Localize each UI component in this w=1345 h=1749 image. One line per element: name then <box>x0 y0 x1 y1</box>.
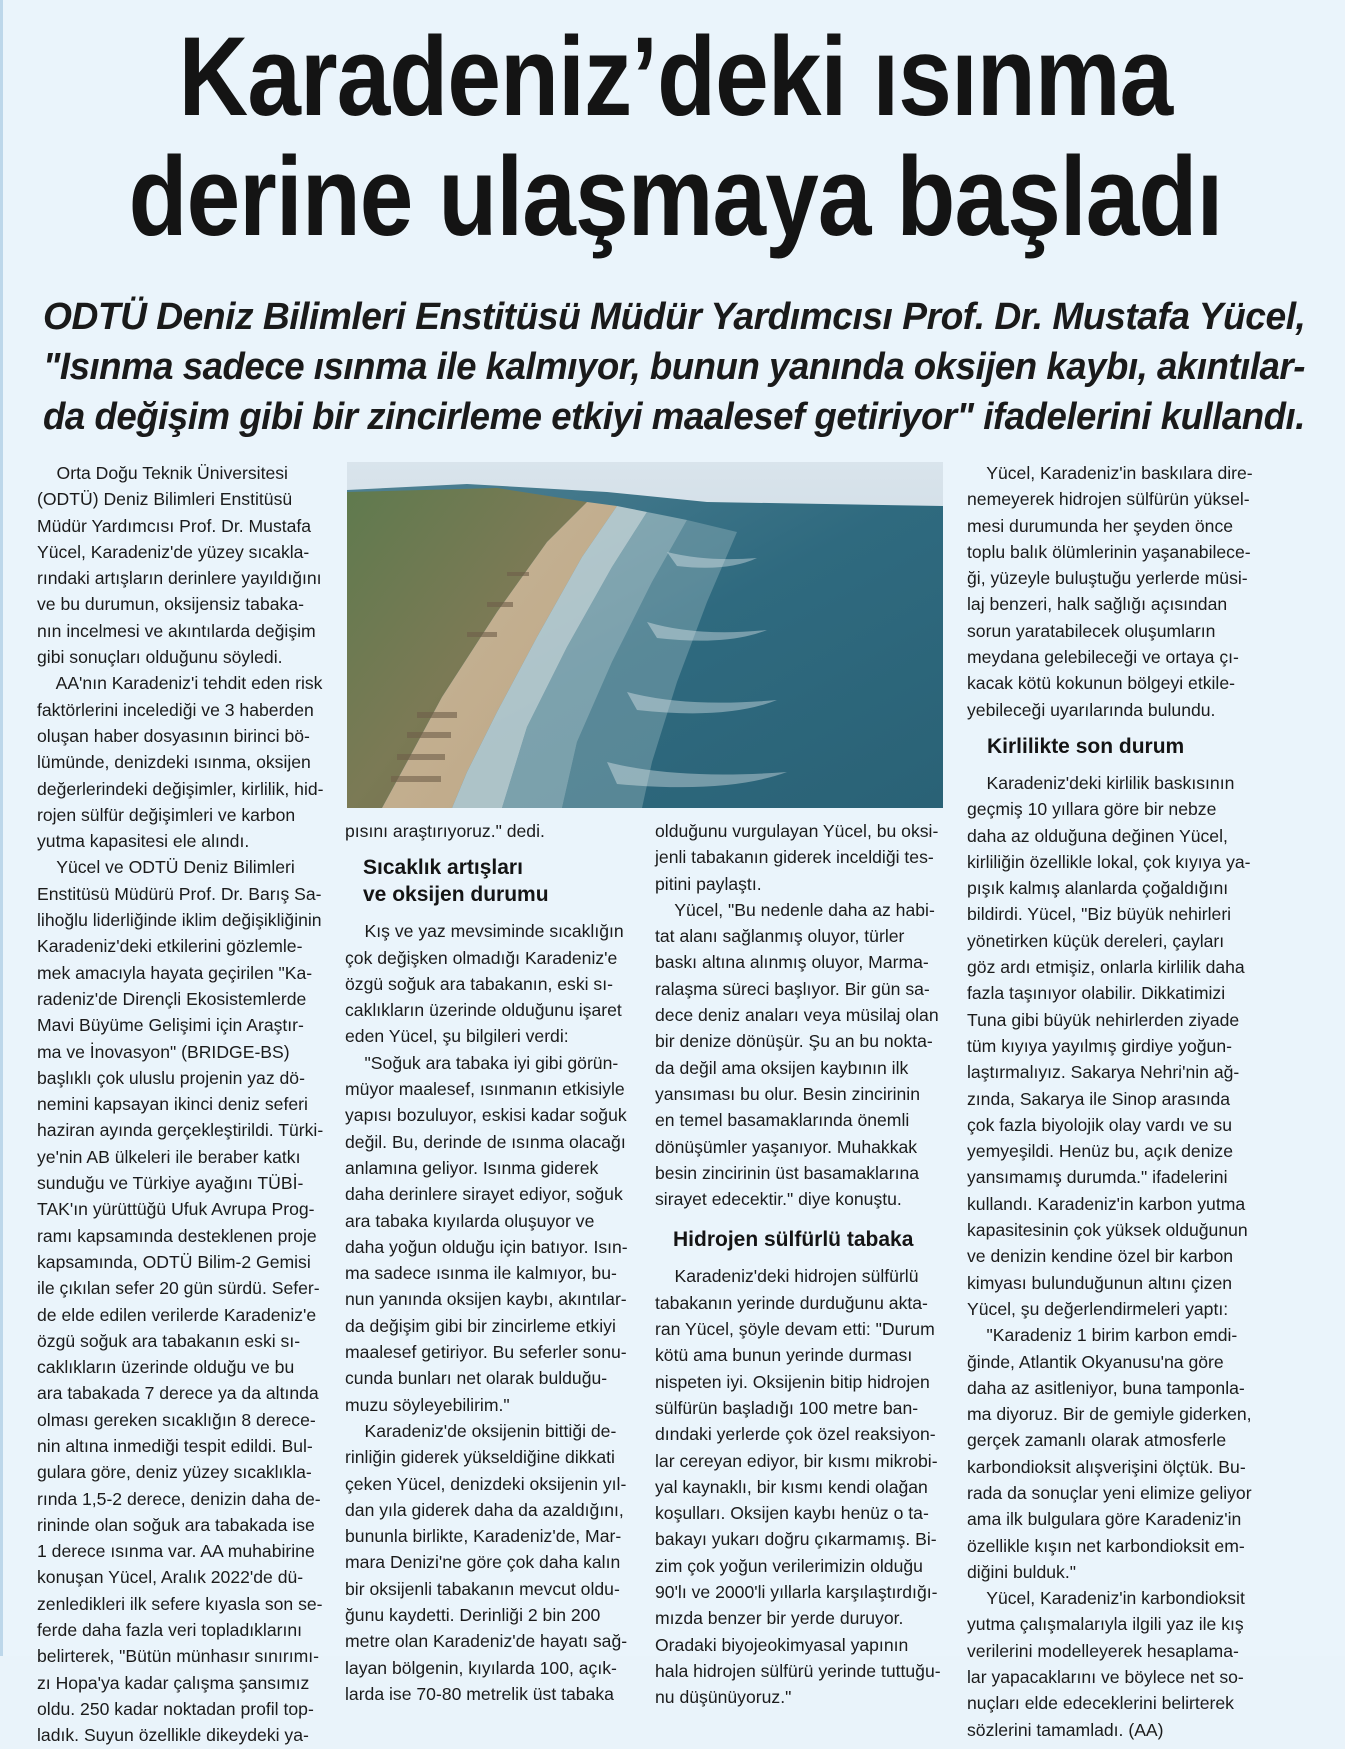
body-line: lümünde, denizdeki ısınma, oksijen <box>37 752 311 773</box>
article-column-1 <box>37 460 329 1749</box>
body-line: baskı altına alınmış oluyor, Marma- <box>655 952 929 973</box>
body-line: besin zincirinin üst basamaklarına <box>655 1162 920 1183</box>
body-line: larda ise 70-80 metrelik üst tabaka <box>345 1683 614 1704</box>
body-line: ğinde, Atlantik Okyanusu'na göre <box>967 1351 1224 1372</box>
body-line: daha yoğun olduğu için batıyor. Isın- <box>345 1236 628 1257</box>
coastline-photo <box>347 462 943 808</box>
body-line: Karadeniz'deki hidrojen sülfürlü <box>655 1266 919 1287</box>
body-line: rında 1,5-2 derece, denizin daha de- <box>37 1488 321 1509</box>
body-line: radeniz'de Dirençli Ekosistemlerde <box>37 988 307 1009</box>
body-line: diğini bulduk." <box>967 1561 1076 1582</box>
body-line: anlamına geliyor. Isınma giderek <box>345 1157 599 1178</box>
body-line: meydana gelebileceği ve ortaya çı- <box>967 647 1239 668</box>
body-line: rındaki artışların derinlere yayıldığını <box>37 568 322 589</box>
body-line: zında, Sakarya ile Sinop arasında <box>967 1088 1231 1109</box>
body-line: Yücel, şu değerlendirmeleri yaptı: <box>967 1298 1229 1319</box>
body-line: ma sadece ısınma ile kalmıyor, bu- <box>345 1263 617 1284</box>
body-line: ve bu durumun, oksijensiz tabaka- <box>37 594 304 615</box>
body-line: lar cereyan ediyor, bir kısmı mikrobi- <box>655 1450 938 1471</box>
body-line: ara tabaka kıyılarda oluşuyor ve <box>345 1210 595 1231</box>
body-line: faktörlerini incelediği ve 3 haberden <box>37 699 314 720</box>
body-line: oldu. 250 kadar noktadan profil top- <box>37 1698 314 1719</box>
body-line: gerçek zamanlı olarak atmosferle <box>967 1430 1227 1451</box>
body-line: "Karadeniz 1 birim karbon emdi- <box>967 1325 1238 1346</box>
aerial-beach-image <box>347 462 943 808</box>
body-line: TAK'ın yürüttüğü Ufuk Avrupa Prog- <box>37 1199 315 1220</box>
body-line: yutma kapasitesi ele alındı. <box>37 831 250 852</box>
body-line: kullandı. Karadeniz'in karbon yutma <box>967 1193 1246 1214</box>
body-line: jenli tabakanın giderek inceldiği tes- <box>655 847 934 868</box>
body-line: yutma çalışmalarıyla ilgili yaz ile kış <box>967 1614 1244 1635</box>
body-line: özellikle kışın net karbondioksit em- <box>967 1535 1245 1556</box>
body-line: muzu söyleyebilirim." <box>345 1394 510 1415</box>
body-line: (ODTÜ) Deniz Bilimleri Enstitüsü <box>37 489 293 510</box>
body-line: ama ilk bulgulara göre Karadeniz'in <box>967 1509 1242 1530</box>
body-line: cunda bunları net olarak bulduğu- <box>345 1368 608 1389</box>
body-line: yemyeşildi. Henüz bu, açık denize <box>967 1141 1233 1162</box>
body-line: Karadeniz'deki etkilerini gözlemle- <box>37 936 303 957</box>
body-line: ralaşma süreci başlıyor. Bir gün sa- <box>655 978 930 999</box>
body-line: bununla birlikte, Karadeniz'de, Mar- <box>345 1526 622 1547</box>
body-line: sözlerini tamamladı. (AA) <box>967 1719 1164 1740</box>
body-line: nın incelmesi ve akıntılarda değişim <box>37 620 316 641</box>
body-line: caklıkların üzerinde olduğunu işaret <box>345 1000 622 1021</box>
body-line: tabakanın yerinde durduğunu akta- <box>655 1292 928 1313</box>
body-line: oluşan haber dosyasının birinci bö- <box>37 725 310 746</box>
body-line: dan yıla giderek daha da azaldığını, <box>345 1499 624 1520</box>
body-line: Yücel, "Bu nedenle daha az habi- <box>655 899 935 920</box>
body-line: değil. Bu, derinde de ısınma olacağı <box>345 1131 626 1152</box>
body-line: Müdür Yardımcısı Prof. Dr. Mustafa <box>37 515 312 536</box>
body-line: ara tabakada 7 derece ya da altında <box>37 1383 319 1404</box>
body-line: Karadeniz'deki kirlilik baskısının <box>967 772 1235 793</box>
body-line: yebileceği uyarılarında bulundu. <box>967 699 1216 720</box>
body-line: nuçları elde edeceklerini belirterek <box>967 1693 1234 1714</box>
body-line: Yücel, Karadeniz'in baskılara dire- <box>967 463 1253 483</box>
body-line: daha derinlere sirayet ediyor, soğuk <box>345 1184 623 1205</box>
body-line: layan bölgenin, kıyılarda 100, açık- <box>345 1657 617 1678</box>
body-line: Yücel ve ODTÜ Deniz Bilimleri <box>37 857 295 878</box>
body-line: nemini kapsayan ikinci deniz seferi <box>37 1094 308 1115</box>
body-line: geçmiş 10 yıllara göre bir nebze <box>967 799 1217 820</box>
body-line: Yücel, Karadeniz'de yüzey sıcakla- <box>37 541 310 562</box>
body-line: maalesef getiriyor. Bu seferler sonu- <box>345 1342 627 1363</box>
body-line: ile çıkılan sefer 20 gün sürdü. Sefer- <box>37 1278 320 1299</box>
body-line: haziran ayında gerçekleştirildi. Türki- <box>37 1120 324 1141</box>
body-line: lar yapacaklarını ve böylece net so- <box>967 1667 1244 1688</box>
body-line: yal kaynaklı, bir kısmı kendi olağan <box>655 1476 928 1497</box>
subheading-pollution: Kirlilikte son durum <box>987 734 1185 758</box>
body-line: kapsamında, ODTÜ Bilim-2 Gemisi <box>37 1251 311 1272</box>
body-line: çeken Yücel, denizdeki oksijenin yıl- <box>345 1473 627 1494</box>
deck-line: "Isınma sadece ısınma ile kalmıyor, bunun yanında oksijen kaybı, akıntılar- <box>43 346 1305 388</box>
body-line: göz ardı etmişiz, onlarla kirlilik daha <box>967 957 1245 978</box>
headline-line-1: Karadeniz’deki ısınma <box>178 14 1173 139</box>
body-line: ma ve İnovasyon" (BRIDGE-BS) <box>37 1041 290 1062</box>
body-line: ran Yücel, şöyle devam etti: "Durum <box>655 1319 935 1340</box>
body-line: özgü soğuk ara tabakanın eski sı- <box>37 1330 301 1351</box>
subheading-temperature: Sıcaklık artışları <box>363 856 523 880</box>
body-line: çok fazla biyolojik olay vardı ve su <box>967 1114 1233 1135</box>
body-line: pısını araştırıyoruz." dedi. <box>345 821 545 841</box>
body-line: kötü ama bunun yerinde durması <box>655 1345 913 1366</box>
body-line: yansıması bu olur. Besin zincirinin <box>655 1083 921 1104</box>
body-line: fazla taşınıyor olabilir. Dikkatimizi <box>967 983 1226 1004</box>
body-line: tüm kıyıya yayılmış girdiye yoğun- <box>967 1035 1232 1056</box>
body-line: özgü soğuk ara tabakanın, eski sı- <box>345 973 613 994</box>
body-line: nin altına inmediği tespit edildi. Bul- <box>37 1435 313 1456</box>
body-line: kimyası bulunduğunun altını çizen <box>967 1272 1233 1293</box>
body-line: sorun yaratabilecek oluşumların <box>967 620 1216 641</box>
body-line: rinliğin giderek yükseldiğine dikkati <box>345 1447 615 1468</box>
body-line: dındaki yerlerde çok özel reaksiyon- <box>655 1424 936 1445</box>
body-line: en temel basamaklarında önemli <box>655 1110 910 1131</box>
body-line: da değişim gibi bir zincirleme etkiyi <box>345 1315 616 1336</box>
body-line: 1 derece ısınma var. AA muhabirine <box>37 1541 315 1562</box>
body-line: daha az asitleniyor, buna tamponla- <box>967 1377 1245 1398</box>
body-line: hala hidrojen sülfürü yerinde tuttuğu- <box>655 1660 941 1681</box>
body-line: bakayı yukarı doğru çıkarmamış. Bi- <box>655 1529 937 1550</box>
body-line: ramı kapsamında desteklenen proje <box>37 1225 317 1246</box>
body-line: ma diyoruz. Bir de gemiyle giderken, <box>967 1404 1252 1425</box>
body-line: pitini paylaştı. <box>655 873 762 894</box>
body-line: Orta Doğu Teknik Üniversitesi <box>37 463 288 483</box>
headline-line-2: derine ulaşmaya başladı <box>128 134 1223 259</box>
body-line: bir oksijenli tabakanın mevcut oldu- <box>345 1578 620 1599</box>
body-line: Oradaki biyojeokimyasal yapının <box>655 1634 909 1655</box>
deck-line: da değişim gibi bir zincirleme etkiyi maalesef getiriyor" ifadelerini kullandı. <box>43 396 1305 438</box>
body-line: mızda benzer bir yerde duruyor. <box>655 1608 904 1629</box>
body-line: caklıkların üzerinde olduğu ve bu <box>37 1357 295 1378</box>
body-line: sunduğu ve Türkiye ayağını TÜBİ- <box>37 1173 304 1194</box>
body-line: müyor maalesef, ısınmanın etkisiyle <box>345 1079 625 1100</box>
subheading-hydrogen-sulfide: Hidrojen sülfürlü tabaka <box>673 1228 914 1252</box>
body-line: gibi sonuçları olduğunu söyledi. <box>37 647 283 668</box>
body-line: nispeten iyi. Oksijenin bitip hidrojen <box>655 1371 930 1392</box>
body-line: Tuna gibi büyük nehirlerden ziyade <box>967 1009 1240 1030</box>
body-line: yönetirken küçük dereleri, çayları <box>967 930 1225 951</box>
body-line: nu düşünüyoruz." <box>655 1687 792 1708</box>
subheading-temperature: ve oksijen durumu <box>363 883 549 907</box>
body-line: kapasitesinin çok yüksek olduğunun <box>967 1220 1248 1241</box>
body-line: olduğunu vurgulayan Yücel, bu oksi- <box>655 821 939 841</box>
body-line: mesi durumunda her şeyden önce <box>967 515 1234 536</box>
body-line: değerlerindeki değişimler, kirlilik, hid- <box>37 778 324 799</box>
body-line: Kış ve yaz mevsiminde sıcaklığın <box>345 921 624 942</box>
body-line: çok değişken olmadığı Karadeniz'e <box>345 947 618 968</box>
body-line: lihoğlu liderliğinde iklim değişikliğinin <box>37 910 322 931</box>
body-line: toplu balık ölümlerinin yaşanabilece- <box>967 541 1251 562</box>
body-line: yansımamış durumda." ifadelerini <box>967 1167 1228 1188</box>
body-line: sirayet edecektir." diye konuştu. <box>655 1189 902 1210</box>
body-line: zim çok yoğun verilerimizin olduğu <box>655 1555 923 1576</box>
body-line: tat alanı sağlanmış oluyor, türler <box>655 926 905 947</box>
body-line: "Soğuk ara tabaka iyi gibi görün- <box>345 1052 619 1073</box>
body-line: nun yanında oksijen kaybı, akıntılar- <box>345 1289 627 1310</box>
body-line: Yücel, Karadeniz'in karbondioksit <box>967 1588 1245 1609</box>
body-line: belirterek, "Bütün münhasır sınırımı- <box>37 1646 319 1667</box>
article-column-2 <box>345 818 641 1707</box>
article-column-3 <box>655 818 951 1711</box>
body-line: ferde daha fazla veri topladıklarını <box>37 1620 303 1641</box>
body-line: olması gereken sıcaklığın 8 derece- <box>37 1409 316 1430</box>
body-line: dece deniz anaları veya müsilaj olan <box>655 1005 939 1026</box>
body-line: ği, yüzeyle buluştuğu yerlerde müsi- <box>967 568 1248 589</box>
body-line: bir denize dönüşür. Şu an bu nokta- <box>655 1031 933 1052</box>
body-line: laj benzeri, halk sağlığı açısından <box>967 594 1228 615</box>
deck-line: ODTÜ Deniz Bilimleri Enstitüsü Müdür Yardımcısı Prof. Dr. Mustafa Yücel, <box>43 296 1306 338</box>
body-line: rada da sonuçlar yeni elimize geliyor <box>967 1482 1252 1503</box>
body-line: laştırmalıyız. Sakarya Nehri'nin ağ- <box>967 1062 1240 1083</box>
body-line: rojen sülfür değişimleri ve karbon <box>37 804 296 825</box>
body-line: ladık. Suyun özellikle dikeydeki ya- <box>37 1725 309 1746</box>
body-line: metre olan Karadeniz'de hayatı sağ- <box>345 1631 628 1652</box>
body-line: de elde edilen verilerde Karadeniz'e <box>37 1304 317 1325</box>
body-line: konuşan Yücel, Aralık 2022'de dü- <box>37 1567 304 1588</box>
body-line: Karadeniz'de oksijenin bittiği de- <box>345 1420 617 1441</box>
body-line: gulara göre, deniz yüzey sıcaklıkla- <box>37 1462 312 1483</box>
body-line: eden Yücel, şu bilgileri verdi: <box>345 1026 569 1047</box>
body-line: zenledikleri ilk sefere kıyasla son se- <box>37 1593 323 1614</box>
body-line: zı Hopa'ya kadar çalışma şansımız <box>37 1672 310 1693</box>
body-line: AA'nın Karadeniz'i tehdit eden risk <box>37 673 323 694</box>
body-line: nemeyerek hidrojen sülfürün yüksel- <box>967 489 1250 510</box>
body-line: pışık kalmış alanlarda çoğaldığını <box>967 878 1229 899</box>
body-line: ğunu kaydetti. Derinliği 2 bin 200 <box>345 1605 601 1626</box>
body-line: karbondioksit alışverişini ölçtük. Bu- <box>967 1456 1246 1477</box>
body-line: koşulları. Oksijen kaybı henüz o ta- <box>655 1503 929 1524</box>
body-line: kacak kötü kokunun bölgeyi etkile- <box>967 673 1235 694</box>
body-line: dönüşümler yaşanıyor. Muhakkak <box>655 1136 918 1157</box>
body-line: kirliliğin özellikle lokal, çok kıyıya ya- <box>967 851 1251 872</box>
body-line: ye'nin AB ülkeleri ile beraber katkı <box>37 1146 301 1167</box>
body-line: ve denizin kendine özel bir karbon <box>967 1246 1234 1267</box>
body-line: Mavi Büyüme Gelişimi için Araştır- <box>37 1015 304 1036</box>
article-column-4 <box>967 460 1267 1743</box>
body-line: mara Denizi'ne göre çok daha kalın <box>345 1552 621 1573</box>
body-line: sülfürün başladığı 100 metre ban- <box>655 1397 919 1418</box>
body-line: yapısı bozuluyor, eskisi kadar soğuk <box>345 1105 627 1126</box>
body-line: 90'lı ve 2000'li yıllarla karşılaştırdığı- <box>655 1582 938 1603</box>
body-line: da değil ama oksijen kaybının ilk <box>655 1057 909 1078</box>
body-line: mek amacıyla hayata geçirilen "Ka- <box>37 962 313 983</box>
body-line: Enstitüsü Müdürü Prof. Dr. Barış Sa- <box>37 883 322 904</box>
body-line: başlıklı çok uluslu projenin yaz dö- <box>37 1067 305 1088</box>
deck-summary <box>43 292 1313 442</box>
body-line: bildirdi. Yücel, "Biz büyük nehirleri <box>967 904 1232 925</box>
body-line: verilerini modelleyerek hesaplama- <box>967 1640 1239 1661</box>
body-line: rininde olan soğuk ara tabakada ise <box>37 1514 315 1535</box>
body-line: daha az olduğuna değinen Yücel, <box>967 825 1228 846</box>
